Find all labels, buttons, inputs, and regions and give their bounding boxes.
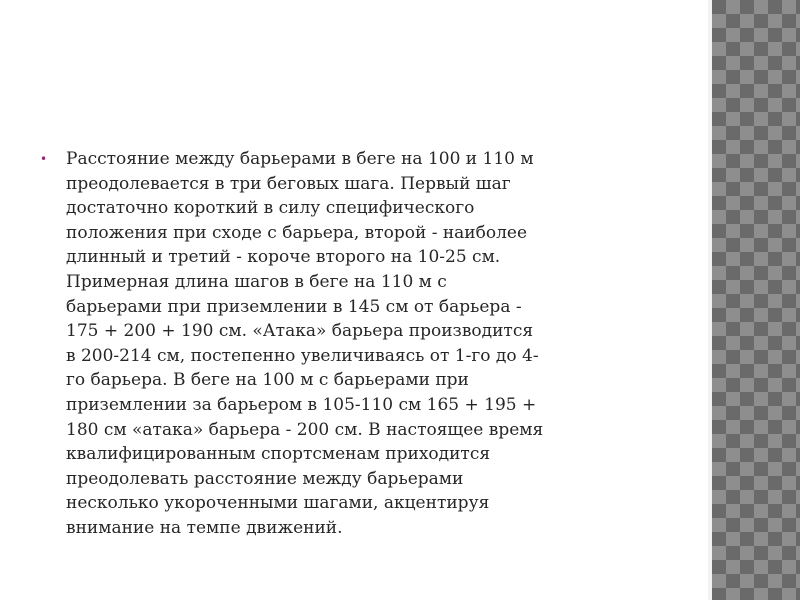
text-line: преодолевается в три беговых шага. Первый шаг (66, 173, 511, 194)
text-line: 180 см «атака» барьера - 200 см. В настоящее время (66, 419, 544, 440)
text-line: квалифицированным спортсменам приходится (66, 444, 491, 465)
text-line: 175 + 200 + 190 см. «Атака» барьера производится (66, 321, 534, 342)
decorative-side-pattern (712, 0, 800, 600)
text-line: барьерами при приземлении в 145 см от барьера - (66, 296, 522, 317)
text-line: положения при сходе с барьера, второй - наиболее (66, 222, 528, 243)
text-line: Примерная длина шагов в беге на 110 м с (66, 271, 447, 292)
paragraph-text (66, 147, 543, 541)
bullet-item (40, 147, 670, 541)
text-line: внимание на темпе движений. (66, 517, 343, 538)
text-line: несколько укороченными шагами, акцентируя (66, 493, 490, 514)
text-line: в 200-214 см, постепенно увеличиваясь от 1-го до 4- (66, 345, 539, 366)
text-line: достаточно короткий в силу специфического (66, 198, 475, 219)
slide-content (40, 147, 670, 541)
text-line: преодолевать расстояние между барьерами (66, 468, 464, 489)
bullet-icon: • (40, 152, 48, 166)
text-line: го барьера. В беге на 100 м с барьерами при (66, 370, 469, 391)
text-line: приземлении за барьером в 105-110 см 165 + 195 + (66, 394, 537, 415)
text-line: Расстояние между барьерами в беге на 100 и 110 м (66, 149, 534, 169)
text-line: длинный и третий - короче второго на 10-25 см. (66, 247, 501, 268)
